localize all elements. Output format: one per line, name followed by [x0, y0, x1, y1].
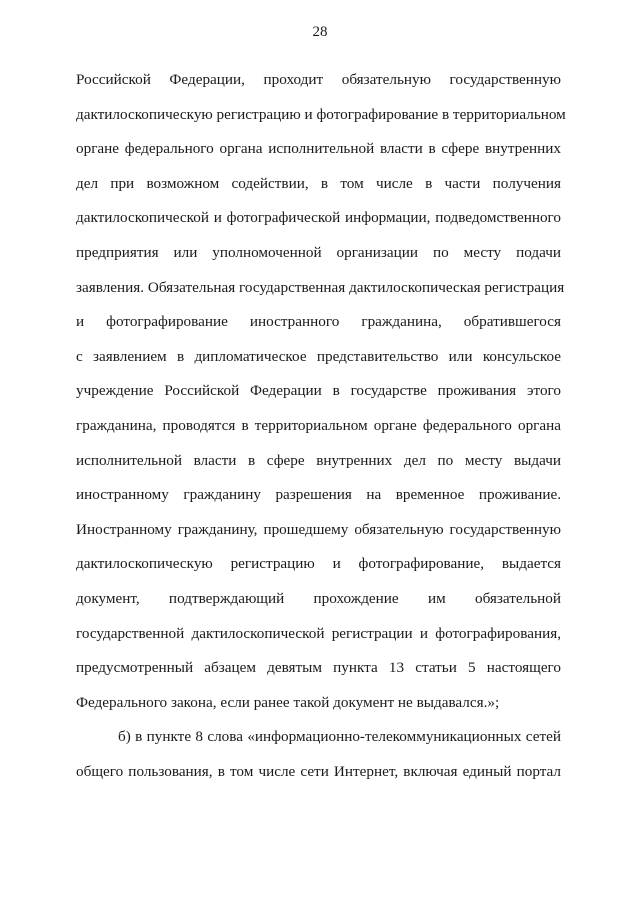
text-line: и фотографирование иностранного гражданина, обратившегося	[76, 313, 561, 331]
text-line: с заявлением в дипломатическое представительство или консульское	[76, 347, 561, 365]
text-line: дел при возможном содействии, в том числе в части получения	[76, 174, 561, 192]
text-line: дактилоскопической и фотографической информации, подведомственного	[76, 209, 561, 227]
text-line: предусмотренный абзацем девятым пункта 13 статьи 5 настоящего	[76, 659, 561, 677]
text-line: Федерального закона, если ранее такой документ не выдавался.»;	[76, 693, 500, 711]
text-line: исполнительной власти в сфере внутренних дел по месту выдачи	[76, 451, 561, 469]
text-line: иностранному гражданину разрешения на временное проживание.	[76, 486, 561, 504]
text-line: учреждение Российской Федерации в государстве проживания этого	[76, 382, 561, 400]
text-line: государственной дактилоскопической регистрации и фотографирования,	[76, 624, 561, 642]
text-line: общего пользования, в том числе сети Интернет, включая единый портал	[76, 762, 561, 780]
text-line: дактилоскопическую регистрацию и фотографирование в территориальном	[76, 105, 566, 123]
text-line: Иностранному гражданину, прошедшему обязательную государственную	[76, 520, 561, 538]
text-line: предприятия или уполномоченной организации по месту подачи	[76, 243, 561, 261]
text-line: заявления. Обязательная государственная дактилоскопическая регистрация	[76, 278, 565, 296]
text-line: органе федерального органа исполнительной власти в сфере внутренних	[76, 140, 561, 158]
page-number: 28	[312, 24, 328, 40]
body-text	[76, 66, 566, 792]
text-line: гражданина, проводятся в территориальном органе федерального органа	[76, 416, 561, 434]
text-line: б) в пункте 8 слова «информационно-телекоммуникационных сетей	[118, 728, 561, 746]
text-line: Российской Федерации, проходит обязательную государственную	[76, 71, 561, 88]
text-line: дактилоскопическую регистрацию и фотографирование, выдается	[76, 555, 561, 573]
text-line: документ, подтверждающий прохождение им обязательной	[76, 589, 561, 607]
